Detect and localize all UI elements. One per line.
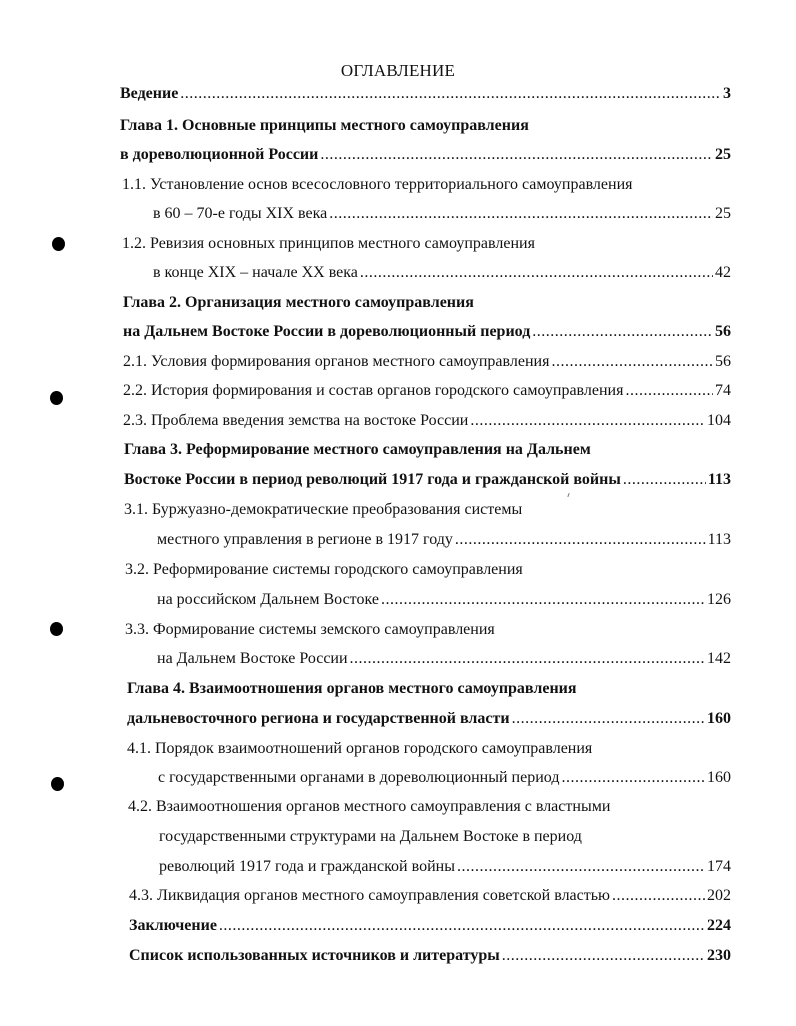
toc-entry-text: 3.1. Буржуазно-демократические преобразования системы bbox=[124, 501, 523, 518]
page-number: 42 bbox=[715, 264, 731, 281]
dot-leader bbox=[625, 379, 713, 403]
toc-entry-text: 4.1. Порядок взаимоотношений органов городского самоуправления bbox=[127, 740, 593, 757]
page-number: 104 bbox=[707, 412, 731, 429]
page-number: 160 bbox=[707, 710, 731, 727]
page-number: 160 bbox=[707, 769, 731, 786]
toc-entry-text: 2.2. История формирования и состав органов городского самоуправления bbox=[123, 382, 624, 399]
toc-entry-text: Ведение bbox=[120, 85, 179, 102]
toc-entry-text: Глава 1. Основные принципы местного самоуправления bbox=[120, 117, 529, 134]
page-number: 25 bbox=[715, 146, 731, 163]
binder-hole-mark bbox=[50, 391, 63, 405]
dot-leader bbox=[329, 202, 713, 226]
dot-leader bbox=[457, 855, 705, 879]
toc-entry-text: Глава 4. Взаимоотношения органов местного самоуправления bbox=[127, 680, 577, 697]
toc-entry-text: Востоке России в период революций 1917 года и гражданской войны bbox=[124, 471, 621, 488]
toc-section-2-1 bbox=[123, 350, 731, 374]
dot-leader bbox=[551, 350, 713, 374]
dot-leader bbox=[320, 143, 713, 167]
page-number: 74 bbox=[715, 382, 731, 399]
toc-entry-text: 4.3. Ликвидация органов местного самоуправления советской властью bbox=[129, 887, 610, 904]
dot-leader bbox=[502, 944, 705, 968]
toc-entry-text: государственными структурами на Дальнем Востоке в период bbox=[159, 828, 582, 845]
toc-entry-text: в конце XIX – начале XX века bbox=[153, 264, 358, 281]
toc-section-3-2-line-2 bbox=[157, 588, 731, 612]
binder-hole-mark bbox=[52, 237, 65, 251]
page-number: 174 bbox=[707, 858, 731, 875]
toc-entry-text: 1.1. Установление основ всесословного территориального самоуправления bbox=[122, 176, 633, 193]
toc-entry-text: на российском Дальнем Востоке bbox=[157, 591, 379, 608]
binder-hole-mark bbox=[50, 622, 63, 636]
toc-chapter-2-line-2 bbox=[123, 320, 731, 344]
toc-entry-text: в дореволюционной России bbox=[120, 146, 319, 163]
toc-entry-text: в 60 – 70-е годы XIX века bbox=[153, 205, 328, 222]
toc-entry-conclusion bbox=[129, 914, 731, 938]
toc-section-3-3-line-2 bbox=[157, 647, 731, 671]
toc-section-3-3-line-1 bbox=[125, 618, 731, 642]
dot-leader bbox=[512, 707, 705, 731]
dot-leader bbox=[623, 468, 706, 492]
toc-entry-text: 3.2. Реформирование системы городского самоуправления bbox=[125, 561, 523, 578]
dot-leader bbox=[350, 647, 705, 671]
toc-section-3-1-line-1 bbox=[124, 498, 731, 522]
dot-leader bbox=[532, 320, 713, 344]
toc-entry-text: революций 1917 года и гражданской войны bbox=[159, 858, 455, 875]
toc-entry-text: 2.1. Условия формирования органов местного самоуправления bbox=[123, 353, 550, 370]
toc-section-4-3 bbox=[129, 884, 731, 908]
page-number: 25 bbox=[715, 205, 731, 222]
toc-section-4-2-line-2 bbox=[159, 825, 731, 849]
toc-entry-text: на Дальнем Востоке России bbox=[157, 650, 348, 667]
toc-section-4-1-line-1 bbox=[127, 737, 731, 761]
toc-chapter-2-line-1 bbox=[123, 291, 731, 315]
dot-leader bbox=[219, 914, 705, 938]
toc-entry-text: 2.3. Проблема введения земства на востоке России bbox=[123, 412, 469, 429]
toc-entry-intro bbox=[120, 82, 731, 106]
toc-chapter-3-line-1 bbox=[124, 438, 731, 462]
toc-section-4-1-line-2 bbox=[158, 766, 731, 790]
toc-chapter-4-line-2 bbox=[127, 707, 731, 731]
dot-leader bbox=[470, 409, 705, 433]
page-number: 142 bbox=[707, 650, 731, 667]
scan-speck bbox=[567, 493, 569, 497]
page-number: 224 bbox=[707, 917, 731, 934]
toc-section-2-3 bbox=[123, 409, 731, 433]
binder-hole-mark bbox=[51, 777, 64, 791]
toc-entry-text: с государственными органами в дореволюционный период bbox=[158, 769, 560, 786]
dot-leader bbox=[381, 588, 705, 612]
dot-leader bbox=[612, 884, 705, 908]
toc-entry-text: 1.2. Ревизия основных принципов местного самоуправления bbox=[122, 235, 535, 252]
toc-title: ОГЛАВЛЕНИЕ bbox=[340, 61, 456, 80]
toc-entry-text: Заключение bbox=[129, 917, 217, 934]
toc-chapter-3-line-2 bbox=[124, 468, 731, 492]
toc-entry-text: Список использованных источников и литературы bbox=[129, 947, 500, 964]
toc-chapter-4-line-1 bbox=[127, 677, 731, 701]
dot-leader bbox=[180, 82, 721, 106]
page-number: 113 bbox=[707, 531, 731, 548]
toc-entry-text: 3.3. Формирование системы земского самоуправления bbox=[125, 621, 495, 638]
page-number: 230 bbox=[707, 947, 731, 964]
toc-section-1-1-line-1 bbox=[122, 173, 731, 197]
toc-entry-text: на Дальнем Востоке России в дореволюционный период bbox=[123, 323, 531, 340]
dot-leader bbox=[360, 261, 713, 285]
page-number: 202 bbox=[707, 887, 731, 904]
toc-entry-text: Глава 3. Реформирование местного самоуправления на Дальнем bbox=[124, 441, 591, 458]
page-number: 113 bbox=[707, 471, 731, 488]
toc-entry-bibliography bbox=[129, 944, 731, 968]
toc-entry-text: дальневосточного региона и государственной власти bbox=[127, 710, 510, 727]
toc-section-3-2-line-1 bbox=[125, 558, 731, 582]
toc-entry-text: Глава 2. Организация местного самоуправления bbox=[123, 294, 474, 311]
toc-section-1-2-line-2 bbox=[153, 261, 731, 285]
dot-leader bbox=[455, 528, 706, 552]
toc-section-4-2-line-1 bbox=[128, 795, 731, 819]
toc-entry-text: местного управления в регионе в 1917 году bbox=[157, 531, 453, 548]
toc-section-1-1-line-2 bbox=[153, 202, 731, 226]
toc-chapter-1-line-2 bbox=[120, 143, 731, 167]
toc-chapter-1-line-1 bbox=[120, 114, 731, 138]
toc-section-1-2-line-1 bbox=[122, 232, 731, 256]
page-number: 56 bbox=[715, 353, 731, 370]
toc-section-4-2-line-3 bbox=[159, 855, 731, 879]
dot-leader bbox=[561, 766, 705, 790]
toc-section-3-1-line-2 bbox=[157, 528, 731, 552]
toc-section-2-2 bbox=[123, 379, 731, 403]
page-number: 3 bbox=[723, 85, 731, 102]
page-number: 56 bbox=[715, 323, 731, 340]
page-number: 126 bbox=[707, 591, 731, 608]
toc-entry-text: 4.2. Взаимоотношения органов местного самоуправления с властными bbox=[128, 798, 611, 815]
